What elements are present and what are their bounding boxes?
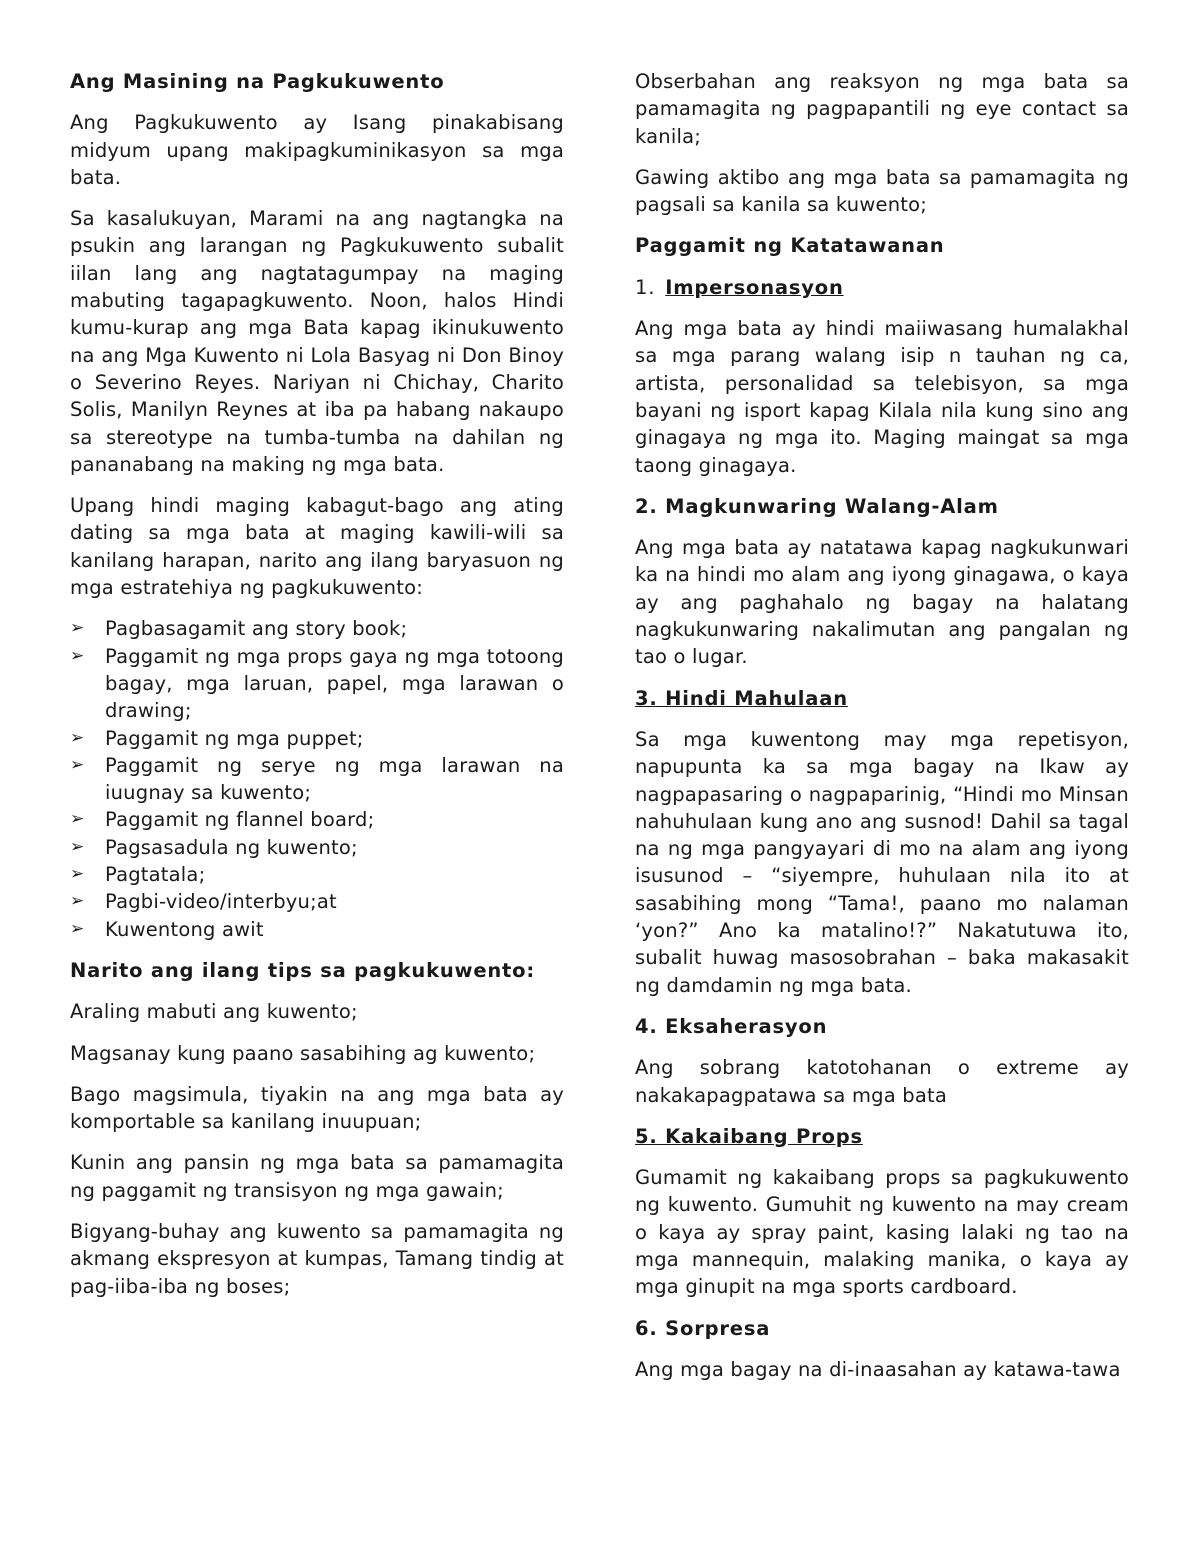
history-paragraph: Sa kasalukuyan, Marami na ang nagtangka na psukin ang larangan ng Pagkukuwento subalit iilan lang ang nagtatagumpay na maging mabuting tagapagkuwento. Noon, halos Hindi kumu-kurap ang mga Bata kapag ikinukuwento na ang Mga Kuwento ni Lola Basyag ni Don Binoy o Severino Reyes. Nariyan ni Chichay, Charito Solis, Manilyn Reynes at iba pa habang nakaupo sa stereotype na tumba-tumba na dahilan ng pananabang na making ng mga bata. <box>70 207 564 476</box>
list-item: ➢ Pagbasagamit ang story book; <box>70 615 564 642</box>
arrow-bullet-icon: ➢ <box>70 754 85 775</box>
tip-paragraph: Gawing aktibo ang mga bata sa pamamagita ng pagsali sa kanila sa kuwento; <box>635 165 1129 217</box>
arrow-bullet-icon: ➢ <box>70 864 85 885</box>
arrow-bullet-icon: ➢ <box>70 727 85 748</box>
section-body: Ang mga bata ay hindi maiiwasang humalakhal sa mga parang walang isip n tauhan ng ca, artista, personalidad sa telebisyon, sa mga bayani ng isport kapag Kilala nila kung sino ang ginagaya ng mga ito. Maging maingat sa mga taong ginagaya. <box>635 317 1129 477</box>
list-item: ➢ Paggamit ng serye ng mga larawan na iuugnay sa kuwento; <box>70 753 564 805</box>
humor-heading: Paggamit ng Katatawanan <box>635 234 945 258</box>
arrow-bullet-icon: ➢ <box>70 836 85 857</box>
tips-heading: Narito ang ilang tips sa pagkukuwento: <box>70 958 535 982</box>
section-heading-impersonasyon: 1. Impersonasyon <box>635 275 844 299</box>
list-item: ➢ Kuwentong awit <box>70 916 564 943</box>
section-heading-hindi-mahulaan: 3. Hindi Mahulaan <box>635 686 848 710</box>
tip-paragraph: Magsanay kung paano sasabihing ag kuwento; <box>70 1041 536 1065</box>
tip-paragraph: Araling mabuti ang kuwento; <box>70 1000 358 1024</box>
list-item: ➢ Pagsasadula ng kuwento; <box>70 834 564 861</box>
strategies-intro-paragraph: Upang hindi maging kabagut-bago ang ating dating sa mga bata at maging kawili-wili sa kanilang harapan, narito ang ilang baryasuon ng mga estratehiya ng pagkukuwento: <box>70 494 564 600</box>
arrow-bullet-icon: ➢ <box>70 809 85 830</box>
tip-paragraph: Bigyang-buhay ang kuwento sa pamamagita ng akmang ekspresyon at kumpas, Tamang tindig at pag-iiba-iba ng boses; <box>70 1219 564 1298</box>
section-body: Ang sobrang katotohanan o extreme ay nakakapagpatawa sa mga bata <box>635 1056 1129 1107</box>
left-column <box>70 68 564 1314</box>
section-heading-sorpresa: 6. Sorpresa <box>635 1316 771 1340</box>
intro-paragraph: Ang Pagkukuwento ay Isang pinakabisang midyum upang makipagkuminikasyon sa mga bata. <box>70 111 564 189</box>
list-item: ➢ Paggamit ng mga props gaya ng mga totoong bagay, mga laruan, papel, mga larawan o drawing; <box>70 644 564 723</box>
section-body: Ang mga bagay na di-inaasahan ay katawa-tawa <box>635 1357 1121 1381</box>
section-heading-kakaibang-props: 5. Kakaibang Props <box>635 1124 863 1148</box>
list-item: ➢ Paggamit ng mga puppet; <box>70 725 564 752</box>
section-heading-eksaherasyon: 4. Eksaherasyon <box>635 1014 828 1038</box>
section-body: Sa mga kuwentong may mga repetisyon, napupunta ka sa mga bagay na Ikaw ay nagpapasaring o nagpaparinig, “Hindi mo Minsan nahuhulaan kung ano ang susnod! Dahil sa tagal na ng mga pangyayari di mo na alam ang iyong isusunod – “siyempre, huhulaan nila ito at sasabihing mong “Tama!, paano mo nalaman ‘yon?” Ano ka matalino!?” Nakatutuwa ito, subalit huwag masosobrahan – baka makasakit ng damdamin ng mga bata. <box>635 727 1129 997</box>
document-title: Ang Masining na Pagkukuwento <box>70 70 445 93</box>
tip-paragraph: Obserbahan ang reaksyon ng mga bata sa pamamagita ng pagpapantili ng eye contact sa kanila; <box>635 70 1129 148</box>
section-body: Ang mga bata ay natatawa kapag nagkukunwari ka na hindi mo alam ang iyong ginagawa, o kaya ay ang paghahalo ng bagay na halatang nagkukunwaring nakalimutan ang pangalan ng tao o lugar. <box>635 536 1129 669</box>
right-column <box>635 68 1129 1397</box>
tip-paragraph: Kunin ang pansin ng mga bata sa pamamagita ng paggamit ng transisyon ng mga gawain; <box>70 1151 564 1202</box>
tip-paragraph: Bago magsimula, tiyakin na ang mga bata ay komportable sa kanilang inuupuan; <box>70 1082 564 1134</box>
list-item: ➢ Pagtatala; <box>70 861 564 888</box>
arrow-bullet-icon: ➢ <box>70 645 85 666</box>
section-body: Gumamit ng kakaibang props sa pagkukuwento ng kuwento. Gumuhit ng kuwento na may cream o kaya ay spray paint, kasing lalaki ng tao na mga mannequin, malaking manika, o kaya ay mga ginupit na mga sports cardboard. <box>635 1166 1129 1299</box>
section-heading-magkunwaring-walang-alam: 2. Magkunwaring Walang-Alam <box>635 494 999 518</box>
arrow-bullet-icon: ➢ <box>70 918 85 939</box>
arrow-bullet-icon: ➢ <box>70 891 85 912</box>
arrow-bullet-icon: ➢ <box>70 618 85 639</box>
list-item: ➢ Paggamit ng flannel board; <box>70 806 564 833</box>
list-item: ➢ Pagbi-video/interbyu;at <box>70 888 564 915</box>
strategies-list <box>70 615 564 943</box>
